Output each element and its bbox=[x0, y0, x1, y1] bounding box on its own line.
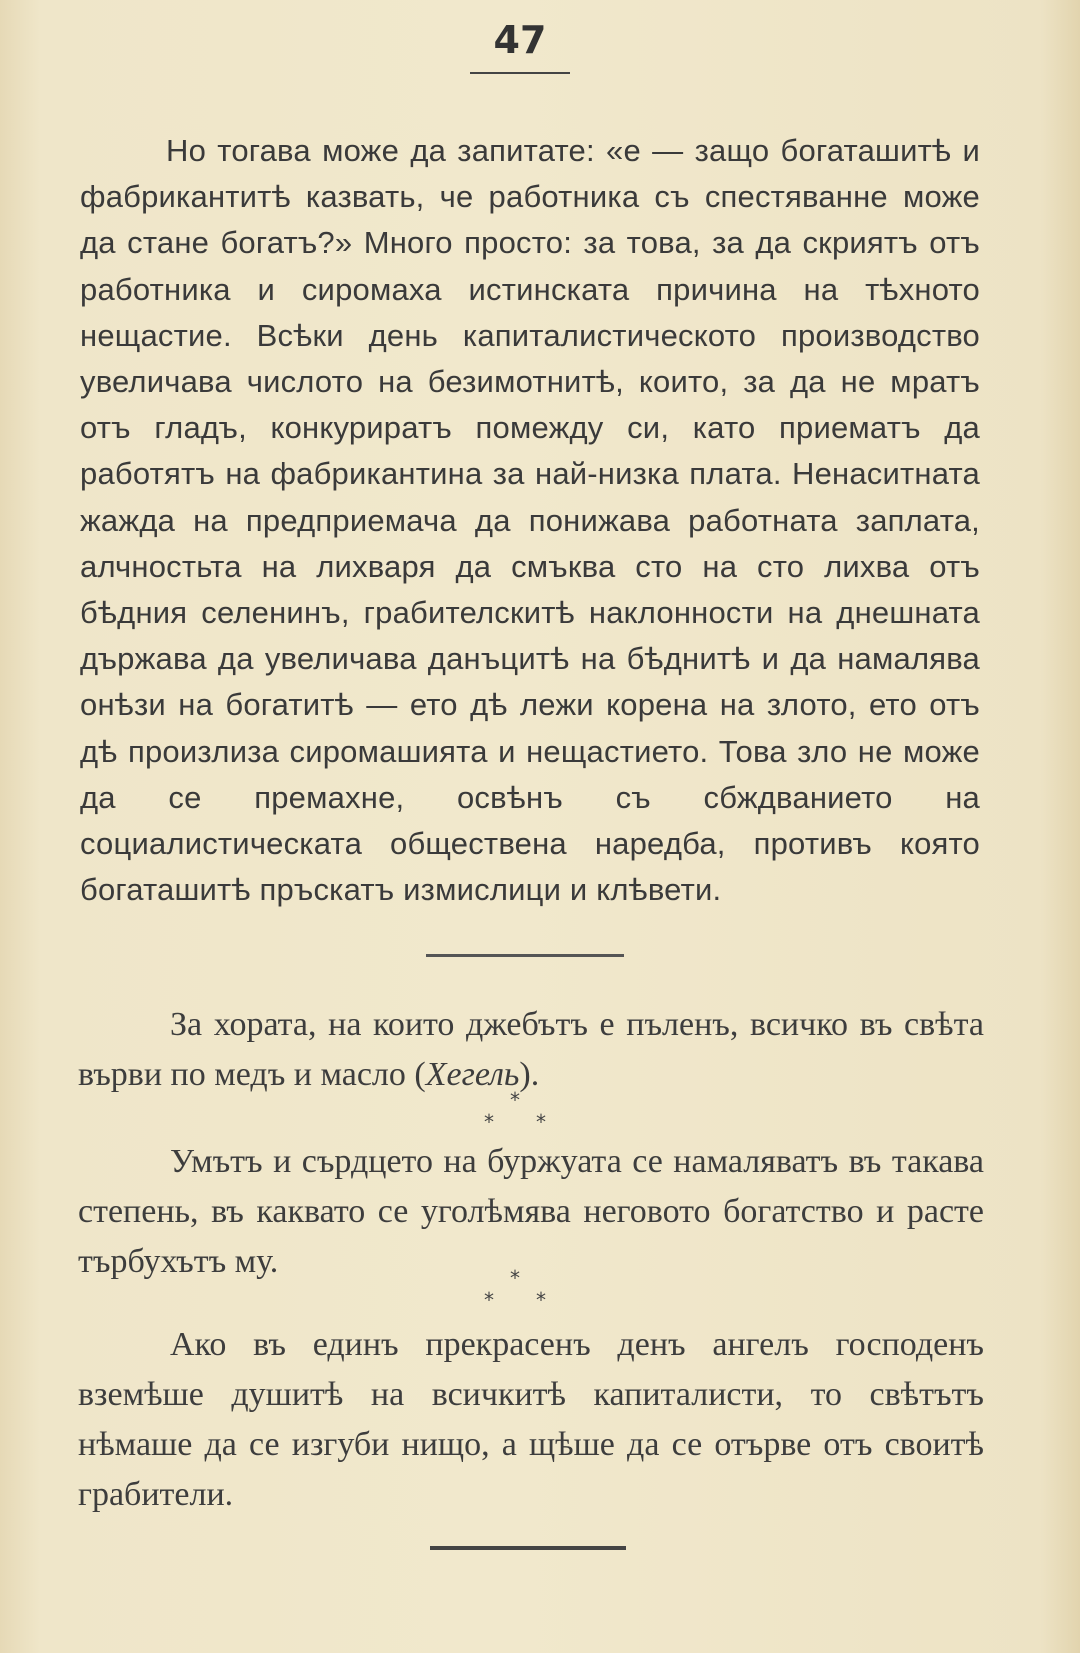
quote-hegel bbox=[78, 1000, 984, 1100]
page-number: 47 bbox=[493, 18, 547, 62]
main-paragraph: Но тогава може да запитате: «е — защо богаташитѣ и фабрикантитѣ казвать, че работника съ спестяванне може да стане богатъ?» Много просто: за това, за да скриятъ отъ работника и сиромаха истинската причина на тѣхното нещастие. Всѣки день капиталистическото производство увеличава числото на безимотнитѣ, които, за да не мратъ отъ гладъ, конкуриратъ помежду си, като приематъ да работятъ на фабрикантина за най-низка плата. Ненаситната жажда на предприемача да понижава работната заплата, алчностьта на лихваря да смъква сто на сто лихва отъ бѣдния селенинъ, грабителскитѣ наклонности на днешната държава да увеличава данъцитѣ на бѣднитѣ и да намалява онѣзи на богатитѣ — ето дѣ лежи корена на злото, ето отъ дѣ произлиза сиромашията и нещастието. Това зло не може да се премахне, освѣнъ съ сбждванието на социалистическата обществена наредба, противъ която богаташитѣ пръскатъ измислици и клѣвети. bbox=[80, 133, 980, 908]
quote-angel: Ако въ единъ прекрасенъ денъ ангелъ господенъ вземѣше душитѣ на всичкитѣ капиталисти, то свѣтътъ нѣмаше да се изгуби нищо, а щѣше да се отърве отъ своитѣ грабители. bbox=[78, 1326, 984, 1513]
asterism-1 bbox=[480, 1088, 560, 1134]
quote-hegel-author: Хегель bbox=[425, 1056, 520, 1093]
quote-hegel-text: За хората, на които джебътъ е пъленъ, всичко въ свѣта върви по медъ и масло ( bbox=[78, 1006, 984, 1093]
asterism-star: * bbox=[484, 1288, 494, 1312]
quote-hegel-closing: ). bbox=[519, 1056, 540, 1093]
asterism-star: * bbox=[510, 1088, 520, 1112]
asterism-star: * bbox=[536, 1110, 546, 1134]
asterism-2 bbox=[480, 1266, 560, 1312]
asterism-star: * bbox=[510, 1266, 520, 1290]
page-number-underline bbox=[470, 72, 570, 74]
section-divider bbox=[426, 954, 624, 957]
asterism-star: * bbox=[536, 1288, 546, 1312]
quote-bourgeois: Умътъ и сърдцето на буржуата се намаляватъ въ такава степень, въ каквато се уголѣмява неговото богатство и расте търбухътъ му. bbox=[78, 1143, 984, 1280]
closing-divider bbox=[430, 1546, 626, 1550]
asterism-star: * bbox=[484, 1110, 494, 1134]
